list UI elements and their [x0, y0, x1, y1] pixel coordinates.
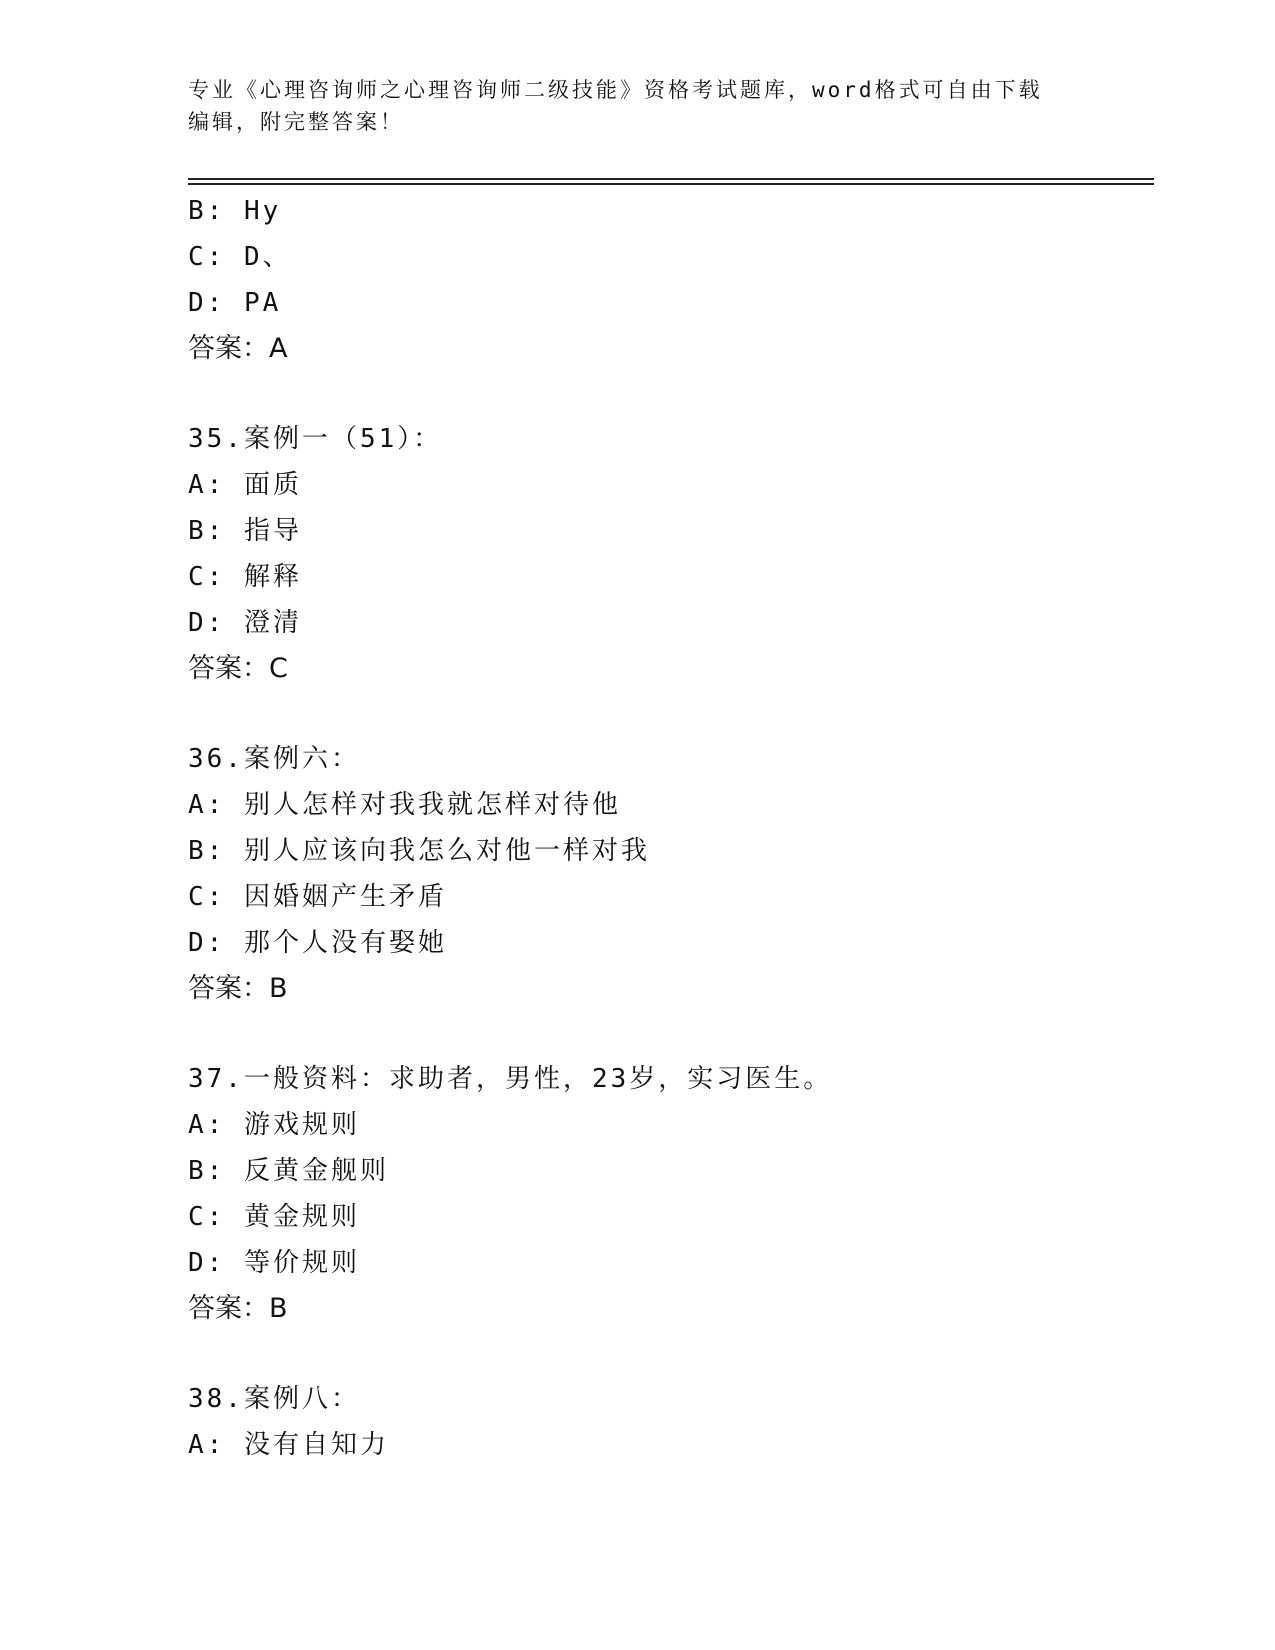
- option-a: A: 别人怎样对我我就怎样对待他: [188, 790, 621, 820]
- option-c: C: 解释: [188, 562, 302, 592]
- question-block-38: [188, 1376, 1148, 1468]
- option-c: C: 因婚姻产生矛盾: [188, 882, 447, 912]
- answer-line: 答案：A: [188, 333, 288, 364]
- question-block-36: [188, 736, 1148, 1012]
- option-d: D: PA: [188, 288, 282, 318]
- option-a: A: 没有自知力: [188, 1430, 389, 1460]
- option-b: B: Hy: [188, 196, 282, 226]
- question-list: [188, 188, 1148, 1468]
- option-a: A: 面质: [188, 470, 302, 500]
- answer-line: 答案：C: [188, 653, 288, 684]
- answer-line: 答案：B: [188, 973, 288, 1004]
- option-a: A: 游戏规则: [188, 1110, 360, 1140]
- header-line-1: 专业《心理咨询师之心理咨询师二级技能》资格考试题库，word格式可自由下载: [188, 78, 1043, 102]
- answer-line: 答案：B: [188, 1293, 288, 1324]
- question-block-partial: [188, 188, 1148, 372]
- option-d: D: 那个人没有娶她: [188, 928, 447, 958]
- header-line-2: 编辑，附完整答案！: [188, 110, 404, 134]
- question-block-35: [188, 416, 1148, 692]
- question-block-37: [188, 1056, 1148, 1332]
- option-d: D: 等价规则: [188, 1248, 360, 1278]
- question-title: 35.案例一（51）：: [188, 424, 443, 454]
- question-title: 38.案例八：: [188, 1384, 360, 1414]
- option-b: B: 指导: [188, 516, 302, 546]
- question-title: 37.一般资料：求助者，男性，23岁，实习医生。: [188, 1064, 833, 1094]
- option-d: D: 澄清: [188, 608, 302, 638]
- option-b: B: 别人应该向我怎么对他一样对我: [188, 836, 650, 866]
- header-divider-top: [188, 178, 1154, 180]
- option-c: C: 黄金规则: [188, 1202, 360, 1232]
- option-c: C: D、: [188, 242, 292, 272]
- header-divider-bottom: [188, 183, 1154, 185]
- document-header: [188, 74, 1088, 138]
- question-title: 36.案例六：: [188, 744, 360, 774]
- option-b: B: 反黄金舰则: [188, 1156, 389, 1186]
